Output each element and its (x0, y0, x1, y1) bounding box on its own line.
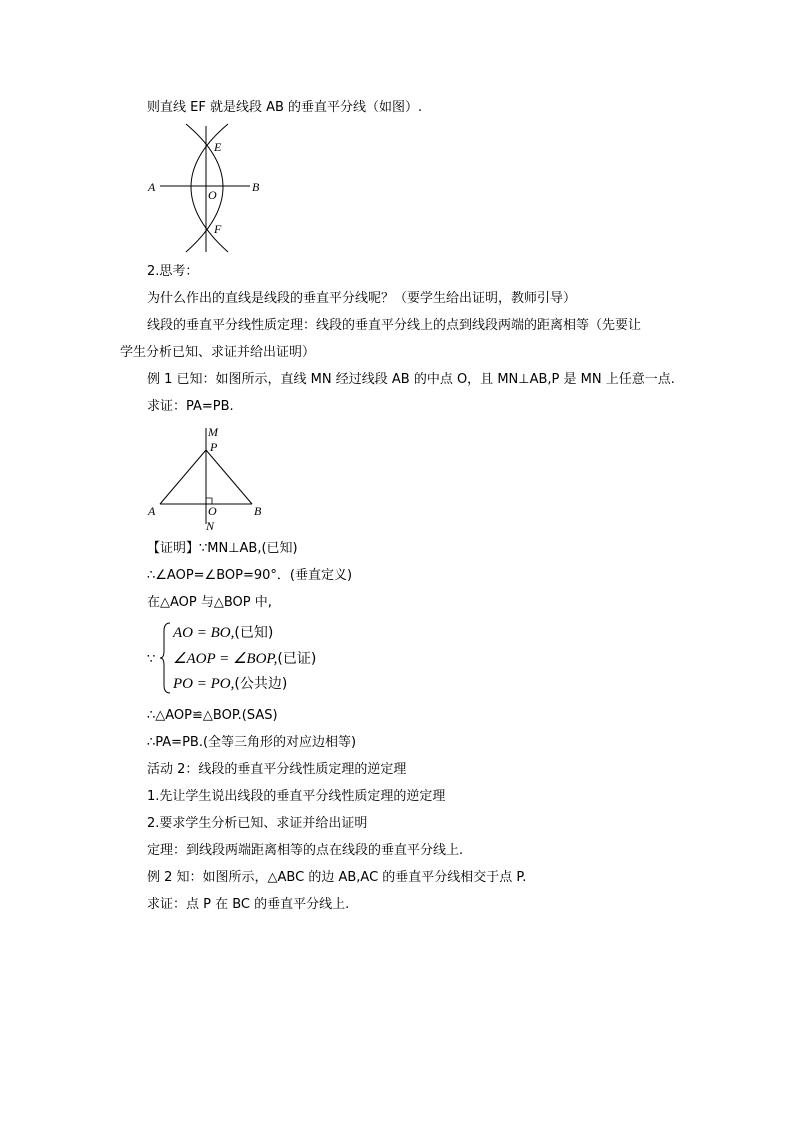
activity2-title: 活动 2：线段的垂直平分线性质定理的逆定理 (147, 762, 407, 777)
because-symbol: ∵ (147, 652, 156, 667)
proof-line-5: ∴PA=PB.(全等三角形的对应边相等) (147, 735, 357, 750)
label-o: O (208, 504, 217, 518)
example2-given: 例 2 知：如图所示，△ABC 的边 AB,AC 的垂直平分线相交于点 P. (147, 870, 527, 885)
figure-triangle-pab (140, 420, 280, 535)
theorem1-line2: 学生分析已知、求证并给出证明） (120, 345, 316, 360)
label-a: A (148, 504, 156, 518)
example2-prove: 求证：点 P 在 BC 的垂直平分线上. (147, 897, 350, 912)
system-note-2: (已证) (277, 651, 317, 667)
think-question: 为什么作出的直线是线段的垂直平分线呢？（要学生给出证明，教师引导） (147, 291, 577, 306)
system-expr-1: AO = BO (173, 625, 231, 641)
system-note-3: (公共边) (234, 676, 288, 692)
segment-pa (160, 450, 206, 504)
activity2-item-2: 2.要求学生分析已知、求证并给出证明 (147, 816, 368, 831)
intro-text: 则直线 EF 就是线段 AB 的垂直平分线（如图）. (147, 100, 423, 115)
system-row-1: AO = BO,(已知) (173, 625, 274, 641)
figure-perpendicular-bisector-construction (140, 118, 280, 258)
proof-line-3: 在△AOP 与△BOP 中, (147, 595, 272, 610)
label-b: B (254, 504, 262, 518)
example1-prove: 求证：PA=PB. (147, 399, 234, 414)
theorem2: 定理：到线段两端距离相等的点在线段的垂直平分线上. (147, 843, 464, 858)
label-e: E (214, 140, 222, 154)
left-brace (160, 621, 172, 695)
proof-line-2: ∴∠AOP=∠BOP=90°．(垂直定义) (147, 568, 353, 583)
segment-pb (206, 450, 252, 504)
theorem1-line1: 线段的垂直平分线性质定理：线段的垂直平分线上的点到线段两端的距离相等（先要让 (147, 318, 642, 333)
example1-given: 例 1 已知：如图所示，直线 MN 经过线段 AB 的中点 O，且 MN⊥AB,P 是 MN 上任意一点. (147, 372, 675, 387)
label-o: O (208, 188, 217, 202)
activity2-item-1: 1.先让学生说出线段的垂直平分线性质定理的逆定理 (147, 789, 446, 804)
label-f: F (214, 222, 222, 236)
system-row-3: PO = PO,(公共边) (173, 676, 288, 692)
label-p: P (210, 440, 218, 454)
system-expr-2: ∠AOP = ∠BOP (173, 651, 274, 667)
label-a: A (148, 180, 156, 194)
label-n: N (206, 519, 215, 533)
system-expr-3: PO = PO (173, 676, 231, 692)
system-row-2: ∠AOP = ∠BOP,(已证) (173, 651, 317, 667)
label-b: B (252, 180, 260, 194)
proof-header: 【证明】∵MN⊥AB,(已知) (147, 541, 298, 556)
proof-line-4: ∴△AOP≌△BOP.(SAS) (147, 708, 278, 723)
think-title: 2.思考： (147, 264, 199, 279)
system-note-1: (已知) (234, 625, 274, 641)
label-m: M (208, 425, 218, 439)
